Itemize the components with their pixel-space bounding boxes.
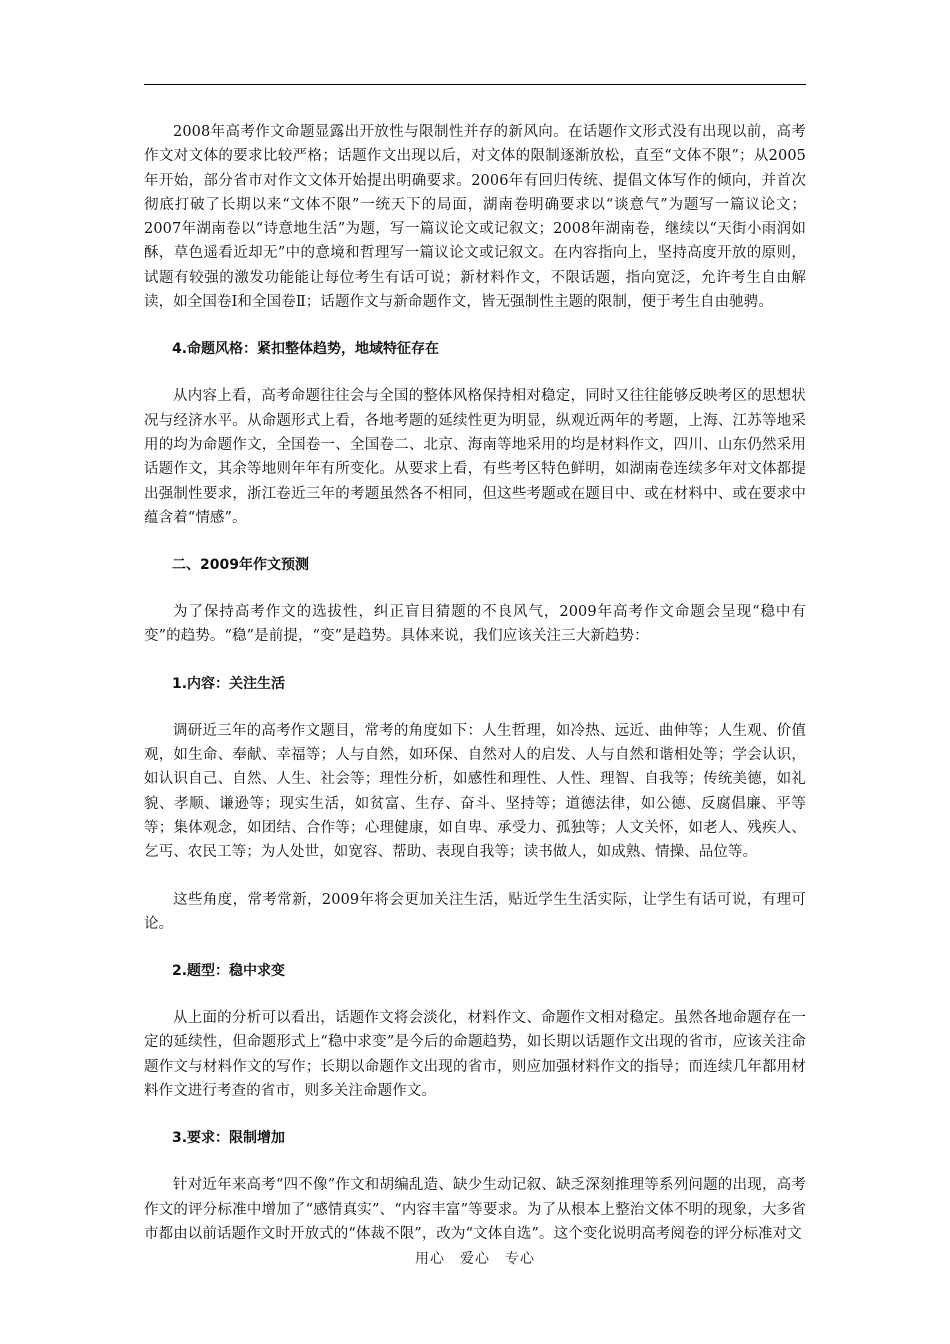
heading-requirements: 3.要求：限制增加: [172, 1130, 286, 1147]
document-body: [144, 120, 806, 1246]
paragraph-requirements: 针对近年来高考“四不像”作文和胡编乱造、缺少生动记叙、缺乏深刻推理等系列问题的出现，高考作文的评分标准中增加了“感情真实”、“内容丰富”等要求。为了从根本上整治文体不明的现象，大多省市都由以前话题作文时开放式的“体裁不限”，改为“文体自选”。这个变化说明高考阅卷的评分标准对文: [144, 1177, 806, 1242]
heading-forecast: 二、2009年作文预测: [172, 557, 309, 574]
page-footer: 用心 爱心 专心: [415, 1251, 535, 1267]
heading-content: 1.内容：关注生活: [172, 675, 286, 692]
paragraph-2008-trend: 2008年高考作文命题显露出开放性与限制性并存的新风向。在话题作文形式没有出现以前，高考作文对文体的要求比较严格；话题作文出现以后，对文体的限制逐渐放松，直至“文体不限”；从2005年开始，部分省市对作文文体开始提出明确要求。2006年有回归传统、提倡文体写作的倾向，并首次彻底打破了长期以来“文体不限”一统天下的局面，湖南卷明确要求以“谈意气”为题写一篇议论文；2007年湖南卷以“诗意地生活”为题，写一篇议论文或记叙文；2008年湖南卷，继续以“天街小雨润如酥，草色遥看近却无”中的意境和哲理写一篇议论文或记叙文。在内容指向上，坚持高度开放的原则，试题有较强的激发功能能让每位考生有话可说；新材料作文，不限话题，指向宽泛，允许考生自由解读，如全国卷Ⅰ和全国卷Ⅱ；话题作文与新命题作文，皆无强制性主题的限制，便于考生自由驰骋。: [144, 124, 806, 311]
paragraph-type: 从上面的分析可以看出，话题作文将会淡化，材料作文、命题作文相对稳定。虽然各地命题存在一定的延续性，但命题形式上“稳中求变”是今后的命题趋势，如长期以话题作文出现的省市，应该关注命题作文与材料作文的写作；长期以命题作文出现的省市，则应加强材料作文的指导；而连续几年都用材料作文进行考查的省市，则多关注命题作文。: [144, 1010, 806, 1100]
heading-type: 2.题型：稳中求变: [172, 963, 286, 980]
heading-style: 4.命题风格：紧扣整体趋势，地域特征存在: [172, 341, 440, 358]
paragraph-life: 这些角度，常考常新，2009年将会更加关注生活，贴近学生生活实际，让学生有话可说，有理可论。: [144, 891, 806, 932]
paragraph-style: 从内容上看，高考命题往往会与全国的整体风格保持相对稳定，同时又往往能够反映考区的思想状况与经济水平。从命题形式上看，各地考题的延续性更为明显，纵观近两年的考题，上海、江苏等地采用的均为命题作文，全国卷一、全国卷二、北京、海南等地采用的均是材料作文，四川、山东仍然采用话题作文，其余等地则年年有所变化。从要求上看，有些考区特色鲜明，如湖南卷连续多年对文体都提出强制性要求，浙江卷近三年的考题虽然各不相同，但这些考题或在题目中、或在材料中、或在要求中蕴含着“情感”。: [144, 388, 806, 526]
paragraph-angles: 调研近三年的高考作文题目，常考的角度如下：人生哲理，如冷热、远近、曲伸等；人生观、价值观，如生命、奉献、幸福等；人与自然，如环保、自然对人的启发、人与自然和谐相处等；学会认识，如认识自己、自然、人生、社会等；理性分析，如感性和理性、人性、理智、自我等；传统美德，如礼貌、孝顺、谦逊等；现实生活，如贫富、生存、奋斗、坚持等；道德法律，如公德、反腐倡廉、平等等；集体观念，如团结、合作等；心理健康，如自卑、承受力、孤独等；人文关怀，如老人、残疾人、乞丐、农民工等；为人处世，如宽容、帮助、表现自我等；读书做人，如成熟、情操、品位等。: [144, 722, 806, 861]
paragraph-forecast: 为了保持高考作文的选拔性，纠正盲目猜题的不良风气，2009年高考作文命题会呈现“稳中有变”的趋势。“稳”是前提，“变”是趋势。具体来说，我们应该关注三大新趋势：: [144, 604, 806, 645]
header-rule: [144, 84, 806, 85]
